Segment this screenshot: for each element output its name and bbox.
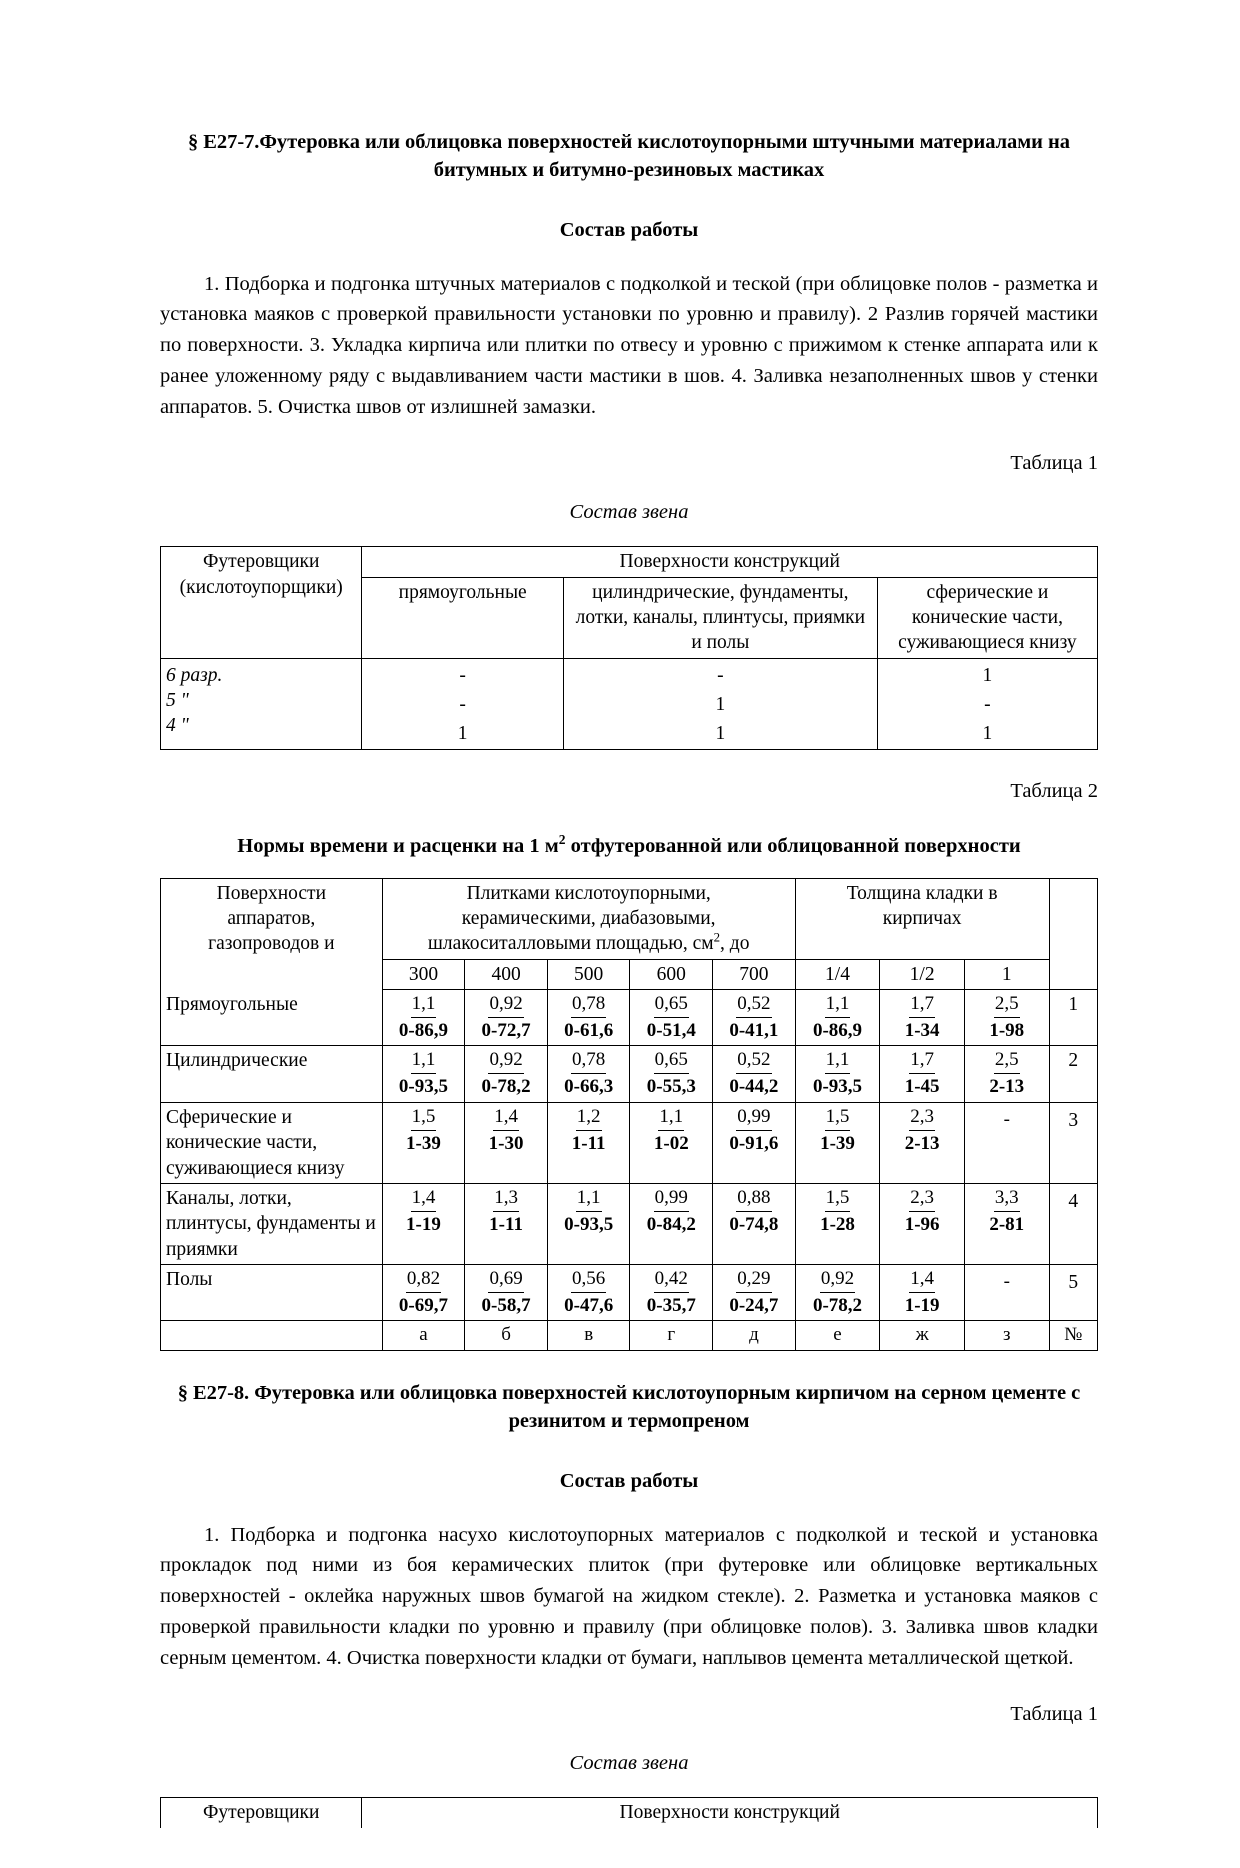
row-label-spherical	[161, 1102, 383, 1183]
rate-price: 0-35,7	[646, 1294, 696, 1316]
norm-time: 0,92	[488, 1048, 523, 1074]
tiles-line-1: Плитками кислотоупорными,	[466, 882, 711, 904]
rate-price: 0-78,2	[481, 1076, 531, 1098]
rate-price: 2-13	[989, 1076, 1025, 1098]
brigade-composition-table-2	[160, 1797, 1098, 1827]
cell-5-sph: -	[877, 690, 1097, 719]
cell-rect-brick-one	[964, 990, 1049, 1046]
row-label-text: Прямоугольные	[166, 993, 298, 1015]
norm-time: 0,52	[736, 1048, 771, 1074]
column-letter-e: е	[795, 1321, 880, 1351]
table-header-row	[161, 878, 1098, 959]
norm-time: 2,3	[909, 1105, 935, 1131]
rate-price: 1-30	[488, 1132, 524, 1154]
norm-time: 0,99	[736, 1105, 771, 1131]
subheader-rectangular: прямоугольные	[362, 577, 563, 658]
cell-cyl-500	[547, 1046, 630, 1102]
norm-time: 1,2	[576, 1105, 602, 1131]
square-cm-superscript: 2	[713, 930, 721, 945]
rate-price: 0-55,3	[646, 1076, 696, 1098]
rate-price: 1-11	[489, 1213, 523, 1235]
cell-cyl-brick-one	[964, 1046, 1049, 1102]
rate-price: 0-41,1	[729, 1019, 779, 1041]
grade-label-6: 6 разр.	[166, 664, 223, 686]
rate-price: 0-78,2	[812, 1294, 863, 1316]
norm-time: 0,82	[406, 1267, 441, 1293]
cell-floor-brick-quarter	[795, 1264, 880, 1320]
cell-rect-600	[630, 990, 713, 1046]
footer-empty-cell	[161, 1321, 383, 1351]
rate-price: 1-98	[989, 1019, 1025, 1041]
column-letter-v: в	[547, 1321, 630, 1351]
row-number-1: 1	[1049, 990, 1097, 1046]
subheader-spherical: сферические и конические части, суживающиеся книзу	[877, 577, 1097, 658]
cell-6-sph: 1	[877, 658, 1097, 690]
table-row	[161, 658, 1098, 690]
cell-chan-brick-half	[880, 1183, 965, 1264]
subheader-size-300: 300	[382, 959, 465, 989]
rate-price: 0-74,8	[729, 1213, 779, 1235]
cell-floor-600	[630, 1264, 713, 1320]
column-letter-zh: ж	[880, 1321, 965, 1351]
norm-time: 1,3	[493, 1186, 519, 1212]
norm-time: 0,78	[571, 992, 606, 1018]
norm-time: 2,3	[909, 1186, 935, 1212]
rate-price: 0-93,5	[564, 1213, 614, 1235]
header-cell-bricks-group	[795, 878, 1049, 959]
rate-price: 0-58,7	[481, 1294, 531, 1316]
norm-time: 0,69	[488, 1267, 523, 1293]
row-number-5: 5	[1049, 1264, 1097, 1320]
cell-sph-brick-quarter	[795, 1102, 880, 1183]
column-letter-z: з	[964, 1321, 1049, 1351]
norm-time: 1,5	[825, 1186, 851, 1212]
norm-time: 1,1	[825, 992, 851, 1018]
table-header-row	[161, 1798, 1098, 1828]
cell-sph-brick-one-dash: -	[964, 1102, 1049, 1183]
cell-floor-700	[713, 1264, 796, 1320]
norm-time: 1,1	[411, 1048, 437, 1074]
rate-price: 2-13	[904, 1132, 940, 1154]
cell-chan-300	[382, 1183, 465, 1264]
cell-5-rect: -	[362, 690, 563, 719]
cell-chan-600	[630, 1183, 713, 1264]
norm-time: 2,5	[994, 992, 1020, 1018]
cell-rect-700	[713, 990, 796, 1046]
subheader-cylindrical: цилиндрические, фундаменты, лотки, каналы, плинтусы, приямки и полы	[563, 577, 877, 658]
brigade-composition-table-1	[160, 546, 1098, 749]
row-number-4: 4	[1049, 1183, 1097, 1264]
cell-chan-brick-quarter	[795, 1183, 880, 1264]
norm-time: 1,5	[825, 1105, 851, 1131]
cell-chan-700	[713, 1183, 796, 1264]
cell-sph-500	[547, 1102, 630, 1183]
column-letter-d: д	[713, 1321, 796, 1351]
cell-6-cyl: -	[563, 658, 877, 690]
rate-price: 0-86,9	[398, 1019, 448, 1041]
cell-floor-brick-half	[880, 1264, 965, 1320]
column-letter-g: г	[630, 1321, 713, 1351]
row-label-rectangular	[161, 990, 383, 1046]
header-cell-tiles-group	[382, 878, 795, 959]
cell-sph-brick-half	[880, 1102, 965, 1183]
rate-price: 1-34	[904, 1019, 940, 1041]
cell-chan-400	[465, 1183, 548, 1264]
cell-sph-300	[382, 1102, 465, 1183]
header-cell-surfaces-of-apparatus	[161, 878, 383, 989]
header-cell-workers-2: Футеровщики	[161, 1798, 362, 1828]
cell-5-cyl: 1	[563, 690, 877, 719]
row-label-cylindrical	[161, 1046, 383, 1102]
bricks-line-2: кирпичах	[882, 908, 962, 930]
subheader-size-400: 400	[465, 959, 548, 989]
section-title-e27-8: § Е27-8. Футеровка или облицовка поверхностей кислотоупорным кирпичом на серном цементе с резинитом и термопреном	[177, 1381, 1081, 1433]
table1-caption-2: Состав звена	[569, 1752, 689, 1775]
rate-price: 0-61,6	[564, 1019, 614, 1041]
header-line-1: Футеровщики	[203, 551, 320, 573]
table1-caption-1: Состав звена	[569, 501, 689, 524]
cell-6-rect: -	[362, 658, 563, 690]
grade-labels-cell	[161, 658, 362, 749]
norm-time: 0,78	[571, 1048, 606, 1074]
rate-price: 0-84,2	[646, 1213, 696, 1235]
rate-price: 1-39	[406, 1132, 441, 1154]
table-row	[161, 1264, 1098, 1320]
cell-rect-500	[547, 990, 630, 1046]
table2-label: Таблица 2	[1010, 779, 1098, 802]
cell-floor-500	[547, 1264, 630, 1320]
norm-time: 0,92	[488, 992, 523, 1018]
table-header-row	[161, 547, 1098, 577]
rate-price: 1-39	[820, 1132, 855, 1154]
header-line-1: Поверхности	[216, 882, 327, 904]
cell-cyl-700	[713, 1046, 796, 1102]
cell-rect-300	[382, 990, 465, 1046]
norm-time: 0,29	[736, 1267, 771, 1293]
rate-price: 1-11	[571, 1132, 606, 1154]
cell-cyl-600	[630, 1046, 713, 1102]
cell-floor-300	[382, 1264, 465, 1320]
cell-cyl-brick-half	[880, 1046, 965, 1102]
row-label-text: Сферические и конические части, суживающиеся книзу	[166, 1106, 345, 1179]
norm-time: 1,1	[658, 1105, 684, 1131]
rate-price: 0-44,2	[729, 1076, 779, 1098]
table-footer-row	[161, 1321, 1098, 1351]
work-composition-text-1: 1. Подборка и подгонка штучных материалов с подколкой и теской (при облицовке полов - разметка и установка маяков с проверкой правильности установки по уровню и правилу). 2 Разлив горячей мастики по поверхности. 3. Укладка кирпича или плитки по отвесу и уровню с прижимом к стенке аппарата или к ранее уложенному ряду с выдавливанием части мастики в шов. 4. Заливка незаполненных швов у стенки аппаратов. 5. Очистка швов от излишней замазки.	[160, 272, 1098, 418]
cell-chan-brick-one	[964, 1183, 1049, 1264]
row-label-text: Цилиндрические	[166, 1050, 308, 1072]
table-row	[161, 1183, 1098, 1264]
cell-cyl-300	[382, 1046, 465, 1102]
cell-sph-600	[630, 1102, 713, 1183]
tiles-line-3: шлакоситалловыми площадью, $см^2$, до	[427, 930, 750, 955]
cell-cyl-brick-quarter	[795, 1046, 880, 1102]
subheader-size-700: 700	[713, 959, 796, 989]
rate-price: 0-93,5	[812, 1076, 863, 1098]
rate-price: 1-19	[904, 1294, 940, 1316]
cell-floor-400	[465, 1264, 548, 1320]
rate-price: 0-72,7	[481, 1019, 531, 1041]
rate-price: 0-24,7	[729, 1294, 779, 1316]
header-cell-surfaces-2: Поверхности конструкций	[362, 1798, 1098, 1828]
rate-price: 0-47,6	[564, 1294, 614, 1316]
rate-price: 1-02	[653, 1132, 689, 1154]
square-meter-superscript: 2	[558, 831, 566, 847]
cell-sph-400	[465, 1102, 548, 1183]
norm-time: 1,5	[411, 1105, 437, 1131]
rate-price: 1-19	[406, 1213, 441, 1235]
grade-label-4: 4 "	[166, 715, 189, 737]
bricks-line-1: Толщина кладки в	[846, 882, 998, 904]
header-cell-workers	[161, 547, 362, 658]
norm-time: 0,99	[654, 1186, 689, 1212]
subheader-brick-quarter: 1/4	[795, 959, 880, 989]
rate-price: 2-81	[989, 1213, 1025, 1235]
header-cell-number-blank	[1049, 878, 1097, 989]
subheader-size-600: 600	[630, 959, 713, 989]
norm-time: 3,3	[994, 1186, 1020, 1212]
norm-time: 0,92	[820, 1267, 855, 1293]
norm-time: 0,56	[571, 1267, 606, 1293]
cell-rect-brick-half	[880, 990, 965, 1046]
row-label-floors	[161, 1264, 383, 1320]
norm-time: 1,1	[576, 1186, 602, 1212]
rate-price: 0-93,5	[398, 1076, 448, 1098]
rate-price: 0-66,3	[564, 1076, 614, 1098]
header-cell-surfaces: Поверхности конструкций	[362, 547, 1098, 577]
header-line-2: аппаратов,	[227, 908, 316, 930]
table-row	[161, 1046, 1098, 1102]
cell-floor-brick-one-dash: -	[964, 1264, 1049, 1320]
norm-time: 2,5	[994, 1048, 1020, 1074]
norm-time: 0,52	[736, 992, 771, 1018]
cell-4-sph: 1	[877, 719, 1097, 749]
subheader-brick-half: 1/2	[880, 959, 965, 989]
table-row	[161, 1102, 1098, 1183]
work-composition-heading-2: Состав работы	[559, 1469, 699, 1492]
cell-4-cyl: 1	[563, 719, 877, 749]
row-label-text: Каналы, лотки, плинтусы, фундаменты и приямки	[166, 1187, 376, 1260]
cell-sph-700	[713, 1102, 796, 1183]
row-label-text: Полы	[166, 1268, 213, 1290]
norm-time: 1,4	[411, 1186, 437, 1212]
norms-and-rates-table	[160, 878, 1098, 1351]
norm-time: 1,7	[909, 992, 935, 1018]
row-number-2: 2	[1049, 1046, 1097, 1102]
norm-time: 0,88	[736, 1186, 771, 1212]
cell-rect-brick-quarter	[795, 990, 880, 1046]
rate-price: 0-91,6	[729, 1132, 779, 1154]
tiles-line-2: керамическими, диабазовыми,	[461, 908, 716, 930]
cell-cyl-400	[465, 1046, 548, 1102]
grade-label-5: 5 "	[166, 690, 189, 712]
column-number-sign: №	[1049, 1321, 1097, 1351]
norm-time: 0,65	[654, 992, 689, 1018]
rate-price: 0-51,4	[646, 1019, 696, 1041]
norm-time: 1,4	[909, 1267, 935, 1293]
cell-rect-400	[465, 990, 548, 1046]
table1-label-2: Таблица 1	[1010, 1703, 1098, 1726]
norm-time: 0,42	[654, 1267, 689, 1293]
column-letter-a: а	[382, 1321, 465, 1351]
cell-chan-500	[547, 1183, 630, 1264]
norm-time: 1,1	[825, 1048, 851, 1074]
work-composition-text-2: 1. Подборка и подгонка насухо кислотоупорных материалов с подколкой и теской и установка прокладок под ними из боя керамических плиток (при футеровке или облицовке вертикальных поверхностей - оклейка наружных швов бумагой на жидком стекле). 2. Разметка и установка маяков с проверкой правильности кладки по уровню и правилу (при облицовке полов). 3. Заливка швов кладки серным цементом. 4. Очистка поверхности кладки от бумаги, наплывов цемента металлической щеткой.	[160, 1523, 1098, 1669]
norm-time: 1,4	[493, 1105, 519, 1131]
rate-price: 1-28	[820, 1213, 855, 1235]
rate-price: 1-45	[904, 1076, 940, 1098]
row-label-channels	[161, 1183, 383, 1264]
section-title-e27-7: § Е27-7.Футеровка или облицовка поверхностей кислотоупорными штучными материалами на битумных и битумно-резиновых мастиках	[188, 131, 1070, 182]
cell-4-rect: 1	[362, 719, 563, 749]
row-number-3: 3	[1049, 1102, 1097, 1183]
norm-time: 0,65	[654, 1048, 689, 1074]
rate-price: 0-69,7	[398, 1294, 448, 1316]
norm-time: 1,1	[411, 992, 437, 1018]
rate-price: 1-96	[904, 1213, 940, 1235]
header-line-3: газопроводов и	[208, 933, 335, 955]
rate-price: 0-86,9	[812, 1019, 863, 1041]
subheader-size-500: 500	[547, 959, 630, 989]
table2-heading: Нормы времени и расценки на 1 $м^2$ отфутерованной или облицованной поверхности	[237, 831, 1021, 857]
table1-label-1: Таблица 1	[1010, 452, 1098, 475]
column-letter-b: б	[465, 1321, 548, 1351]
table-row	[161, 990, 1098, 1046]
header-line-2: (кислотоупорщики)	[179, 576, 343, 598]
subheader-brick-one: 1	[964, 959, 1049, 989]
norm-time: 1,7	[909, 1048, 935, 1074]
work-composition-heading-1: Состав работы	[559, 218, 699, 241]
